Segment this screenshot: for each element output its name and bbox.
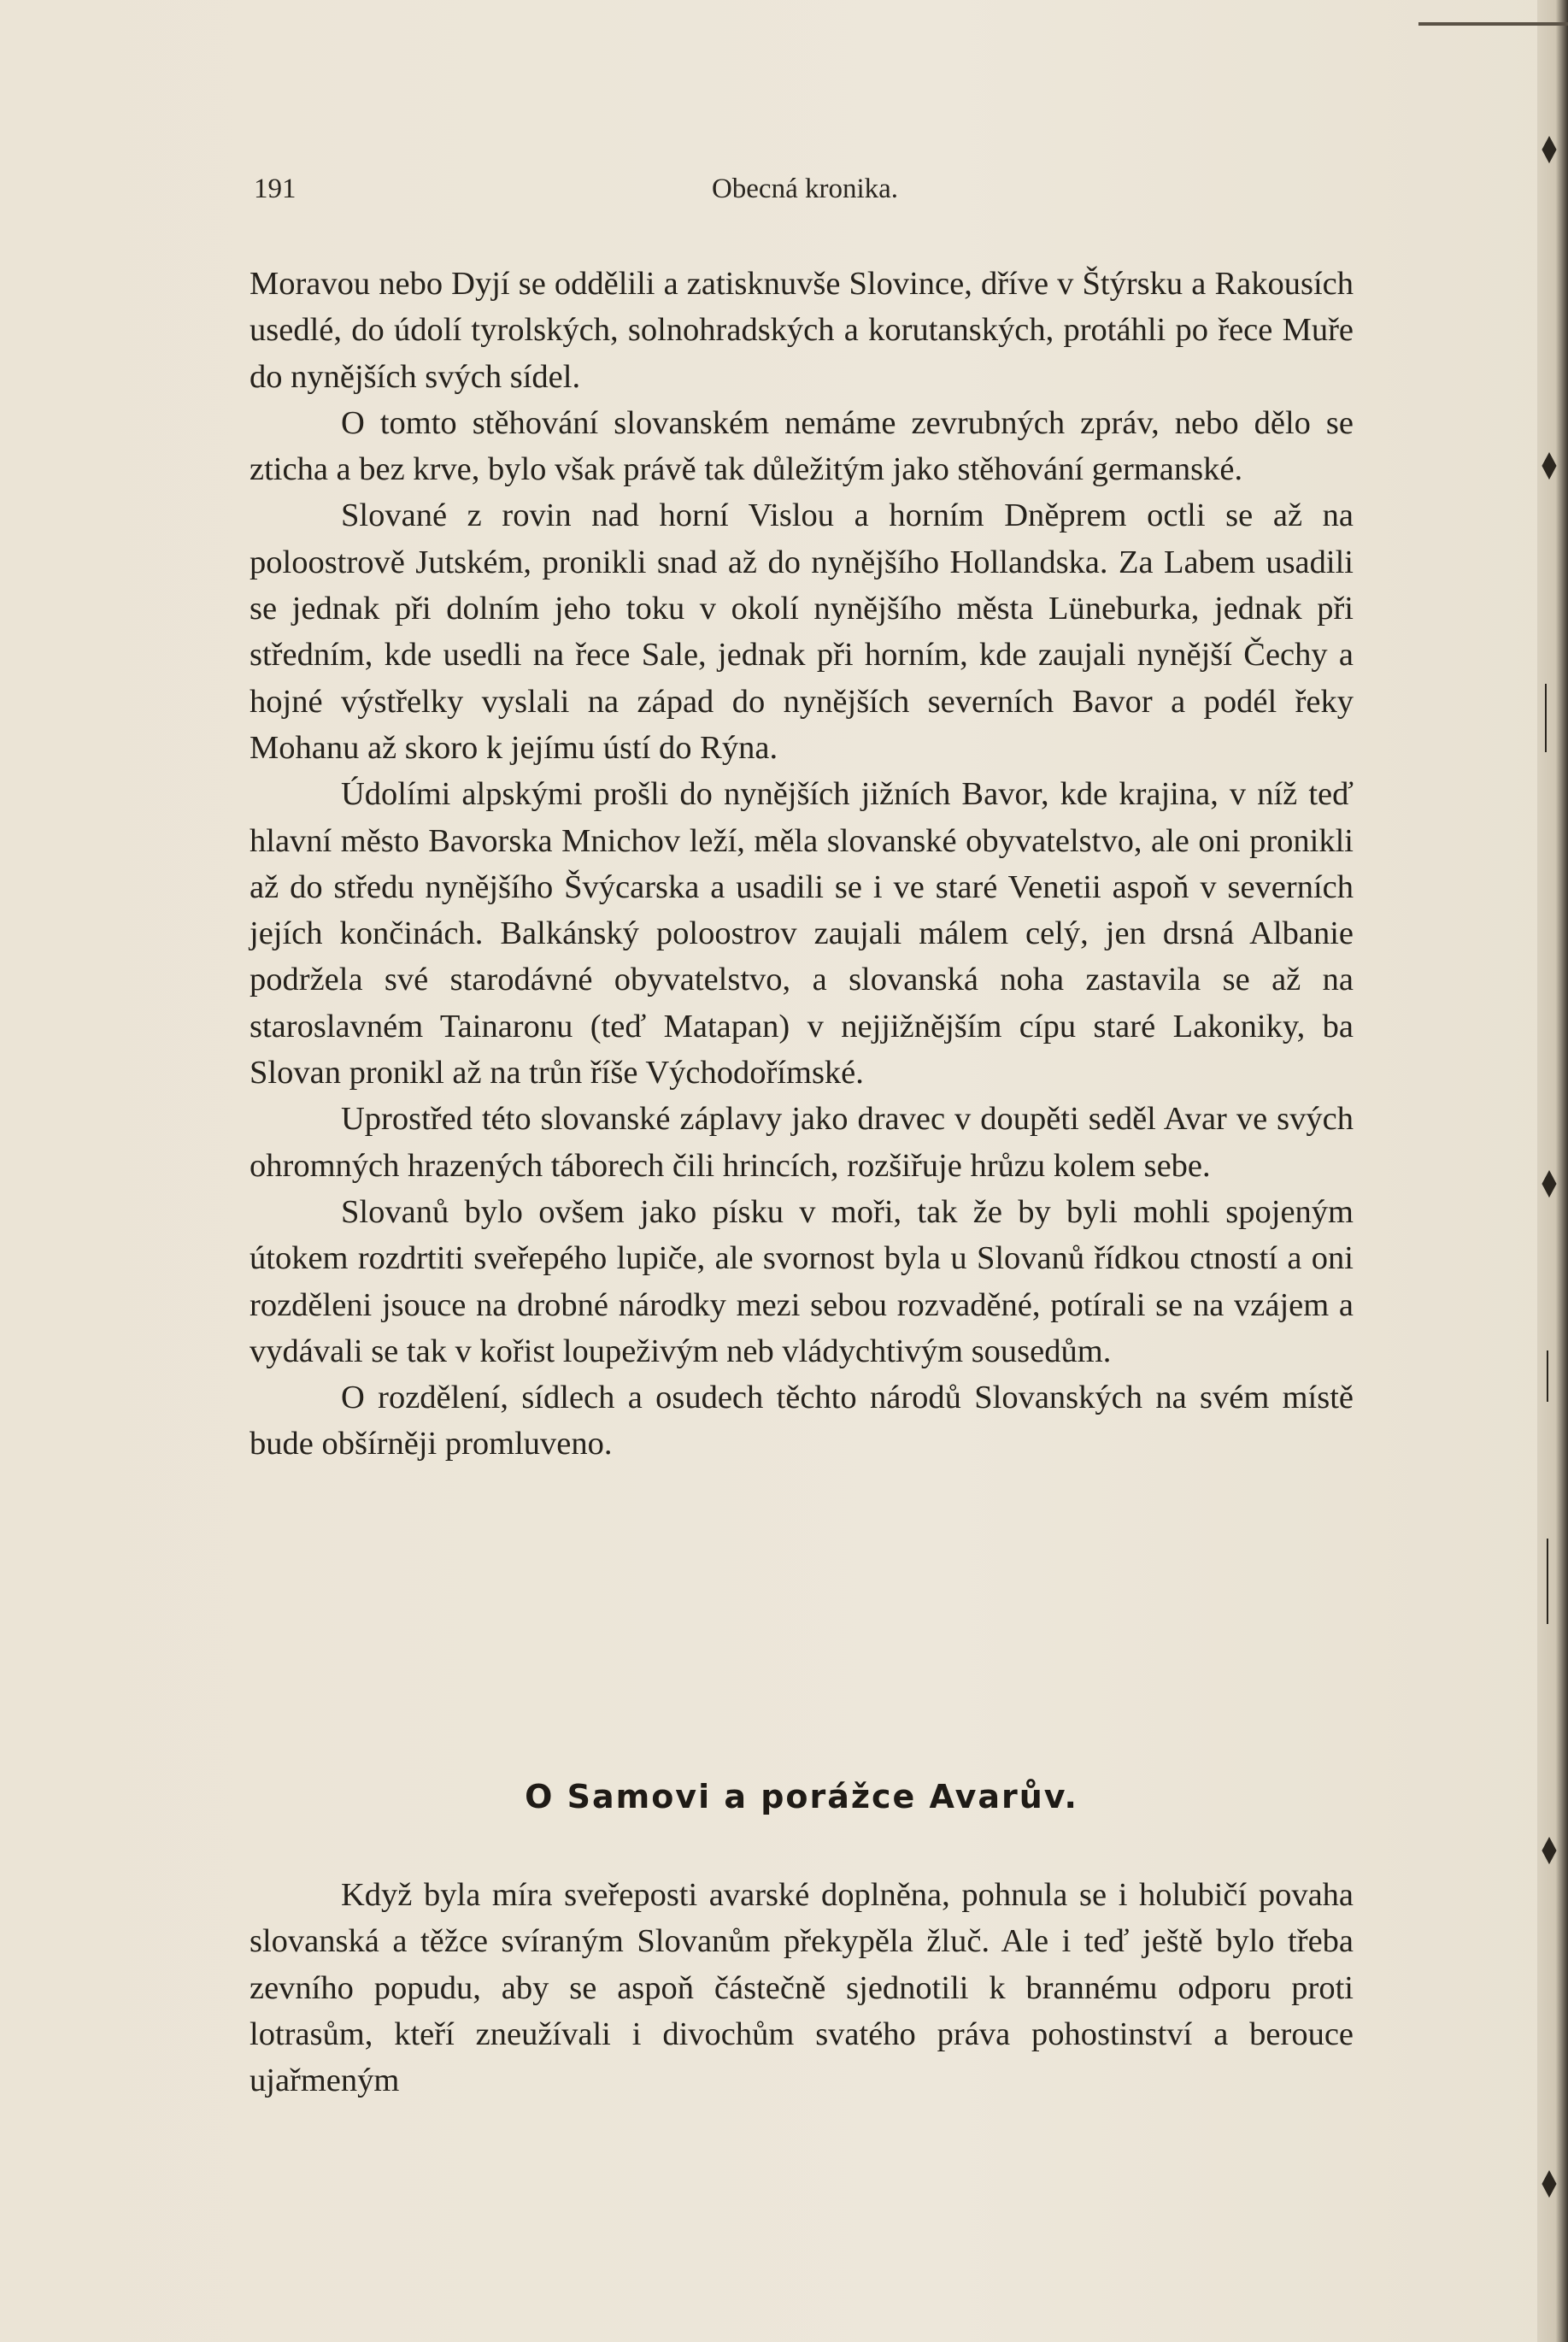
margin-binding-marks <box>1537 0 1563 2342</box>
page-header <box>254 174 1356 208</box>
binding-mark-5 <box>1542 2171 1556 2197</box>
paragraph: Slovanů bylo ovšem jako písku v moři, tak že by byli mohli spojeným útokem rozdrtiti sveřepého lupiče, ale svornost byla u Slovanů řídkou ctností a oni rozděleni jsouce na drobné národky mezi sebou rozvaděné, potírali se na vzájem a vydávali se tak v kořist loupeživým neb vládychtivým sousedům. <box>250 1193 1354 1369</box>
main-text <box>250 261 1354 1468</box>
binding-mark-4 <box>1542 1838 1556 1863</box>
paragraph: Slované z rovin nad horní Vislou a horním Dněprem octli se až na poloostrově Jutském, pronikli snad až do nynějšího Hollandska. Za Labem usadili se jednak při dolním jeho toku v okolí nynějšího města Lüneburka, jednak při středním, kde usedli na řece Sale, jednak při horním, kde zaujali nynější Čechy a hojné výstřelky vyslali na západ do nynějších severních Bavor a podél řeky Mohanu až skoro k jejímu ústí do Rýna. <box>250 497 1354 766</box>
binding-mark-1 <box>1542 137 1556 162</box>
paragraph: Údolími alpskými prošli do nynějších jižních Bavor, kde krajina, v níž teď hlavní město Bavorska Mnichov leží, měla slovanské obyvatelstvo, ale oni pronikli až do středu nynějšího Švýcarska a usadili se i ve staré Venetii aspoň v severních jejích končinách. Balkánský poloostrov zaujali málem celý, jen drsná Albanie podržela své starodávné obyvatelstvo, a slovanská noha zastavila se až na staroslavném Tainaronu (teď Matapan) v nejjižnějším cípu staré Lakoniky, ba Slovan pronikl až na trůn říše Východořímské. <box>250 776 1354 1092</box>
page-number: 191 <box>254 174 297 204</box>
binding-mark-3 <box>1542 1171 1556 1197</box>
running-title: Obecná kronika. <box>711 174 899 204</box>
binding-mark-2 <box>1542 453 1556 479</box>
paragraph: O tomto stěhování slovanském nemáme zevrubných zpráv, nebo dělo se zticha a bez krve, bylo však právě tak důležitým jako stěhování germanské. <box>250 404 1354 488</box>
paragraph: Moravou nebo Dyjí se oddělili a zatisknuvše Slovince, dříve v Štýrsku a Rakousích usedlé, do údolí tyrolských, solnohradských a korutanských, protáhli po řece Muře do nynějších svých sídel. <box>250 266 1354 395</box>
paragraph: O rozdělení, sídlech a osudech těchto národů Slovanských na svém místě bude obšírněji promluveno. <box>250 1380 1354 1462</box>
paragraph: Když byla míra sveřeposti avarské doplněna, pohnula se i holubičí povaha slovanská a těžce svíraným Slovanům překypěla žluč. Ale i teď ještě bylo třeba zevního popudu, aby se aspoň částečně sjednotili k brannému odporu proti lotrasům, kteří zneužívali i divochům svatého práva pohostinství a berouce ujařmeným <box>250 1877 1354 2099</box>
paragraph: Uprostřed této slovanské záplavy jako dravec v doupěti seděl Avar ve svých ohromných hrazených táborech čili hrincích, rozšiřuje hrůzu kolem sebe. <box>250 1101 1354 1184</box>
section-text <box>250 1872 1354 2104</box>
section-heading: O Samovi a porážce Avarův. <box>525 1778 1078 1815</box>
